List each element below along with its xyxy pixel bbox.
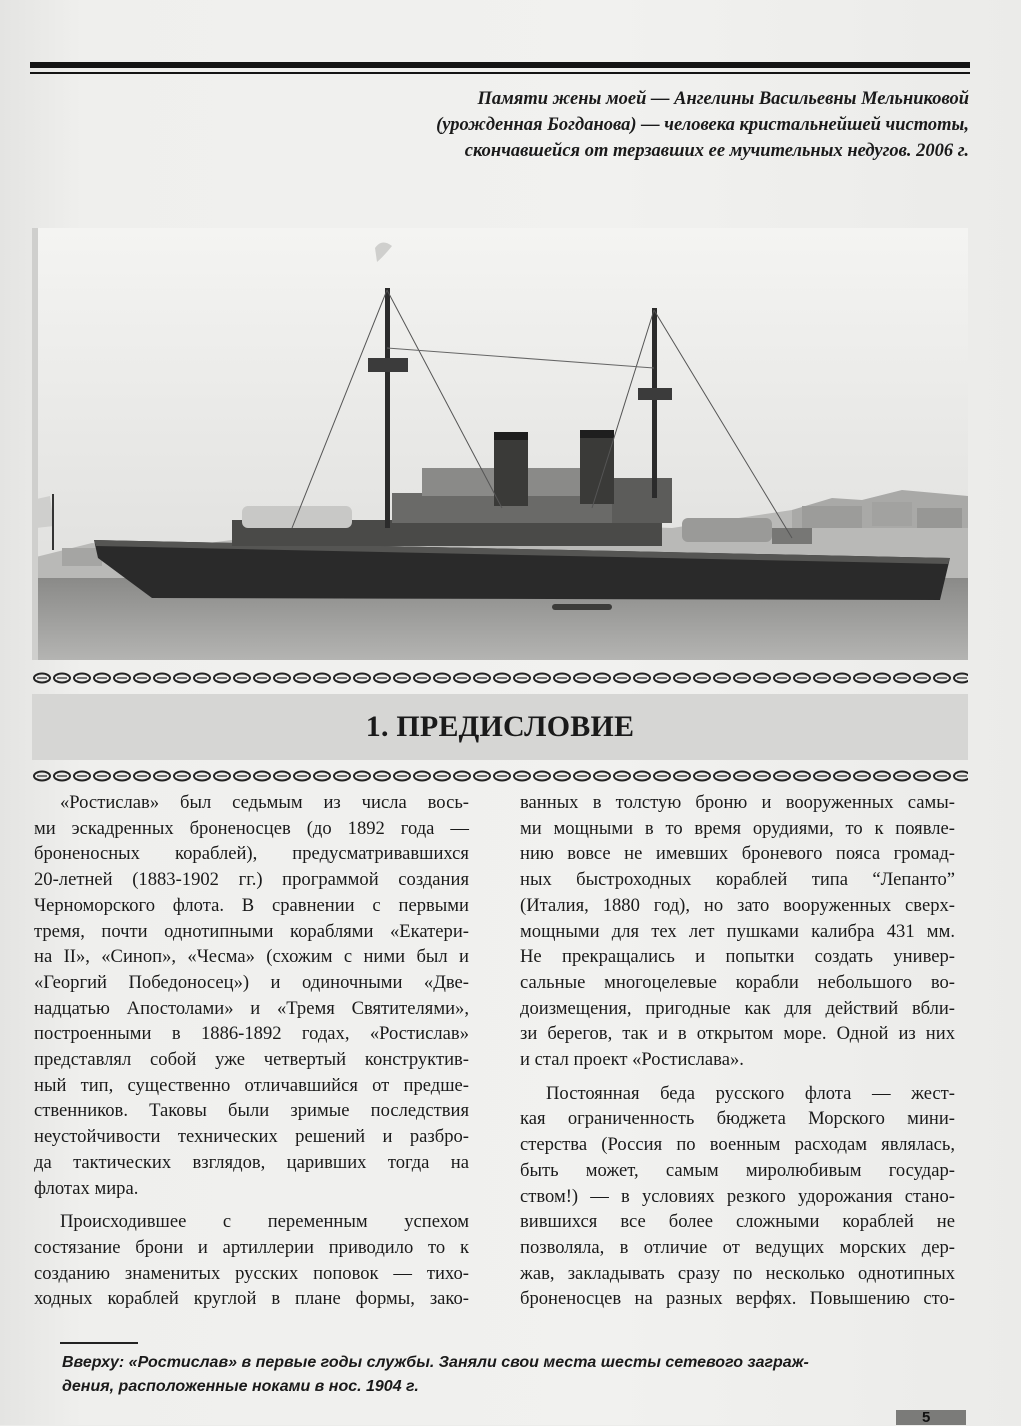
page-number-tab (896, 1410, 966, 1425)
photo-caption (62, 1351, 982, 1399)
text-line: стерства (Россия по военным расходам являлась, (520, 1134, 955, 1156)
chain-ornament (32, 770, 968, 782)
text-line: жав, закладывать сразу по несколько однотипных (520, 1262, 955, 1284)
text-line: ный тип, существенно отличавшийся от предше- (34, 1074, 469, 1096)
text-line: сальные многоцелевые корабли небольшого во- (520, 971, 955, 993)
text-line: нию вовсе не имевших броневого пояса громад- (520, 843, 955, 865)
battleship-photo (32, 228, 968, 660)
text-line: быть может, самым миролюбивым государ- (520, 1159, 955, 1181)
text-line: Черноморского флота. В сравнении с первыми (34, 894, 469, 916)
text-line: неустойчивости технических решений и разбро- (34, 1126, 469, 1148)
text-line: построенными в 1886-1892 годах, «Ростислав» (34, 1023, 469, 1045)
text-line: ных быстроходных кораблей типа “Лепанто” (520, 869, 955, 891)
text-line: надцатью Апостолами» и «Тремя Святителями», (34, 997, 469, 1019)
text-line: да тактических взглядов, царивших тогда на (34, 1151, 469, 1173)
text-line: ванных в толстую броню и вооруженных самы- (520, 792, 955, 813)
text-line: позволяла, в отличие от ведущих морских дер- (520, 1236, 955, 1258)
text-line: зи берегов, так и в открытом море. Одной из них (520, 1023, 955, 1045)
dedication-line: (урожденная Богданова) — человека кристальнейшей чистоты, (436, 115, 969, 135)
caption-line: Вверху: «Ростислав» в первые годы службы. Заняли свои места шесты сетевого заграж- (62, 1354, 809, 1371)
text-line: (Италия, 1880 год), но зато вооруженных сверх- (520, 894, 955, 916)
chain-ornament (32, 672, 968, 684)
text-line: броненосцев на разных верфях. Повышению сто- (520, 1288, 955, 1310)
text-line: доизмещения, пригодные как для действий вбли- (520, 997, 955, 1019)
text-line: представлял собой уже четвертый конструктив- (34, 1049, 469, 1071)
text-line: «Георгий Победоносец») и одиночными «Две- (34, 971, 469, 993)
text-line: Постоянная беда русского флота — жест- (546, 1082, 955, 1104)
dedication-line: Памяти жены моей — Ангелины Васильевны Мельниковой (477, 89, 969, 109)
text-line: ми эскадренных броненосцев (до 1892 года — (34, 817, 469, 839)
top-rule (30, 62, 970, 68)
text-column-right (520, 790, 955, 1312)
page-number: 5 (922, 1409, 931, 1426)
text-line: на II», «Синоп», «Чесма» (схожим с ними был и (34, 946, 469, 968)
text-line: ством!) — в условиях резкого удорожания стано- (520, 1185, 955, 1207)
chapter-heading-band (32, 694, 968, 760)
text-line: ственников. Таковы были зримые последствия (34, 1100, 469, 1122)
footnote-rule (60, 1342, 138, 1344)
text-line: флотах мира. (34, 1177, 139, 1199)
text-line: Происходившее с переменным успехом (60, 1211, 469, 1233)
text-line: тремя, почти однотипными кораблями «Екатери- (34, 920, 469, 942)
text-line: Не прекращались и попытки создать универ- (520, 946, 955, 968)
top-rule-thin (30, 72, 970, 74)
dedication (269, 86, 969, 164)
text-line: ми мощными в то время орудиями, то к появле- (520, 817, 955, 839)
dedication-line: скончавшейся от терзавших ее мучительных недугов. 2006 г. (464, 141, 969, 161)
caption-line: дения, расположенные ноками в нос. 1904 г. (62, 1378, 419, 1395)
text-line: «Ростислав» был седьмым из числа вось- (60, 792, 469, 813)
chapter-title: 1. ПРЕДИСЛОВИЕ (365, 710, 635, 743)
text-line: и стал проект «Ростислава». (520, 1049, 744, 1071)
text-line: кая ограниченность бюджета Морского мини- (520, 1108, 955, 1130)
text-line: состязание брони и артиллерии приводило то к (34, 1236, 469, 1258)
text-line: ходных кораблей круглой в плане формы, зако- (34, 1288, 469, 1310)
text-line: мощными для тех лет пушками калибра 431 мм. (520, 920, 955, 942)
text-line: 20-летней (1883-1902 гг.) программой создания (34, 869, 469, 891)
text-line: вившихся все более сложными кораблей не (520, 1211, 955, 1233)
battleship-photo-image (32, 228, 968, 660)
ornament-chain-bottom (32, 770, 968, 782)
text-line: созданию знаменитых русских поповок — тихо- (34, 1262, 469, 1284)
text-column-left (34, 790, 469, 1312)
text-line: броненосных кораблей), предусматривавшихся (34, 843, 469, 865)
ornament-chain-top (32, 672, 968, 684)
